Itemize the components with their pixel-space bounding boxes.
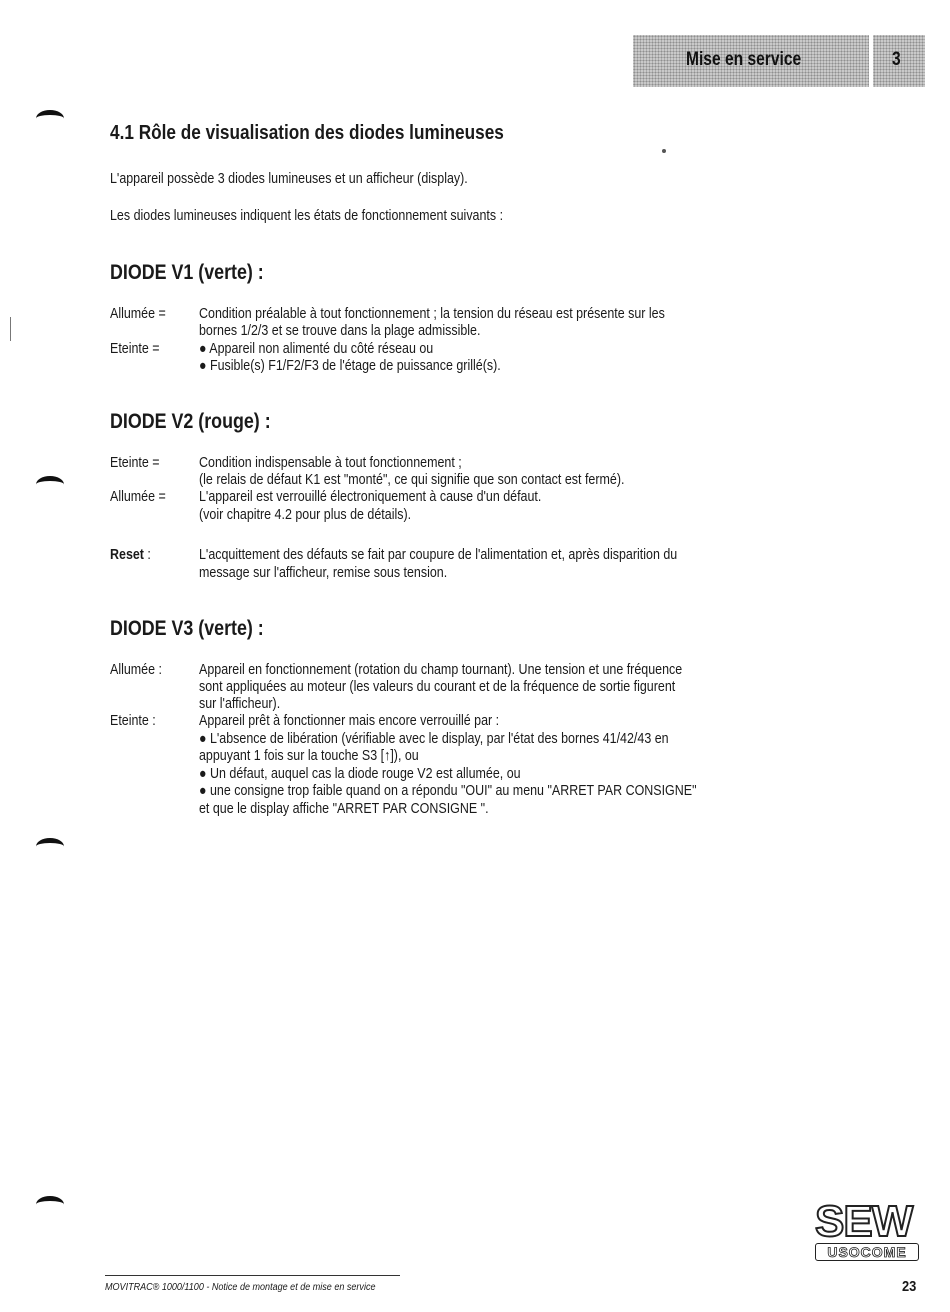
- v3-off-line: ● L'absence de libération (vérifiable avec le display, par l'état des bornes 41/42/43 en: [199, 731, 669, 747]
- logo-sub: USOCOME: [815, 1243, 919, 1261]
- v3-off-line: appuyant 1 fois sur la touche S3 [↑]), ou: [199, 748, 419, 764]
- v3-off-line: Appareil prêt à fonctionner mais encore verrouillé par :: [199, 713, 500, 729]
- footer-rule: [105, 1275, 400, 1276]
- section-title-tab: [633, 35, 869, 87]
- punch-hole: [36, 1196, 64, 1213]
- v2-off-line: Condition indispensable à tout fonctionnement ;: [199, 455, 462, 471]
- v3-on-line: Appareil en fonctionnement (rotation du champ tournant). Une tension et une fréquence: [199, 662, 683, 678]
- punch-hole: [36, 110, 64, 127]
- v1-off-line: ● Fusible(s) F1/F2/F3 de l'étage de puissance grillé(s).: [199, 358, 501, 374]
- punch-hole: [36, 476, 64, 493]
- v2-on-line: (voir chapitre 4.2 pour plus de détails).: [199, 507, 412, 523]
- margin-mark: [10, 317, 11, 341]
- page-title: 4.1 Rôle de visualisation des diodes lumineuses: [110, 122, 504, 144]
- v2-off-label: Eteinte =: [110, 455, 160, 471]
- v3-on-line: sur l'afficheur).: [199, 696, 281, 712]
- section-title: Mise en service: [686, 49, 802, 70]
- v3-off-line: ● une consigne trop faible quand on a répondu "OUI" au menu "ARRET PAR CONSIGNE": [199, 783, 697, 799]
- v1-on-line: Condition préalable à tout fonctionnement ; la tension du réseau est présente sur les: [199, 306, 665, 322]
- diode-v3-heading: DIODE V3 (verte) :: [110, 617, 264, 640]
- punch-hole: [36, 838, 64, 855]
- scan-speck: [662, 149, 666, 153]
- reset-line: message sur l'afficheur, remise sous tension.: [199, 565, 448, 581]
- diode-v1-heading: DIODE V1 (verte) :: [110, 261, 264, 284]
- reset-word: Reset: [110, 547, 144, 563]
- intro-line: Les diodes lumineuses indiquent les états de fonctionnement suivants :: [110, 208, 504, 224]
- footer-text: MOVITRAC® 1000/1100 - Notice de montage et de mise en service: [105, 1281, 376, 1293]
- intro-line: L'appareil possède 3 diodes lumineuses et un afficheur (display).: [110, 171, 468, 187]
- v3-off-label: Eteinte :: [110, 713, 156, 729]
- v1-on-label: Allumée =: [110, 306, 166, 322]
- page-number: 23: [902, 1278, 917, 1295]
- diode-v2-heading: DIODE V2 (rouge) :: [110, 410, 271, 433]
- sew-usocome-logo: [815, 1199, 919, 1261]
- v2-off-line: (le relais de défaut K1 est "monté", ce qui signifie que son contact est fermé).: [199, 472, 625, 488]
- reset-line: L'acquittement des défauts se fait par coupure de l'alimentation et, après disparition du: [199, 547, 678, 563]
- reset-label: [110, 546, 151, 564]
- section-number-tab: [873, 35, 925, 87]
- v3-on-label: Allumée :: [110, 662, 162, 678]
- v3-on-line: sont appliquées au moteur (les valeurs du courant et de la fréquence de sortie figurent: [199, 679, 676, 695]
- reset-colon: :: [143, 547, 151, 563]
- logo-brand: SEW: [815, 1197, 913, 1246]
- v2-on-label: Allumée =: [110, 489, 166, 505]
- v1-on-line: bornes 1/2/3 et se trouve dans la plage admissible.: [199, 323, 481, 339]
- section-number: 3: [892, 49, 901, 70]
- v1-off-label: Eteinte =: [110, 341, 160, 357]
- v2-on-line: L'appareil est verrouillé électroniquement à cause d'un défaut.: [199, 489, 542, 505]
- v3-off-line: et que le display affiche "ARRET PAR CONSIGNE ".: [199, 801, 489, 817]
- v1-off-line: ● Appareil non alimenté du côté réseau ou: [199, 341, 434, 357]
- v3-off-line: ● Un défaut, auquel cas la diode rouge V2 est allumée, ou: [199, 766, 521, 782]
